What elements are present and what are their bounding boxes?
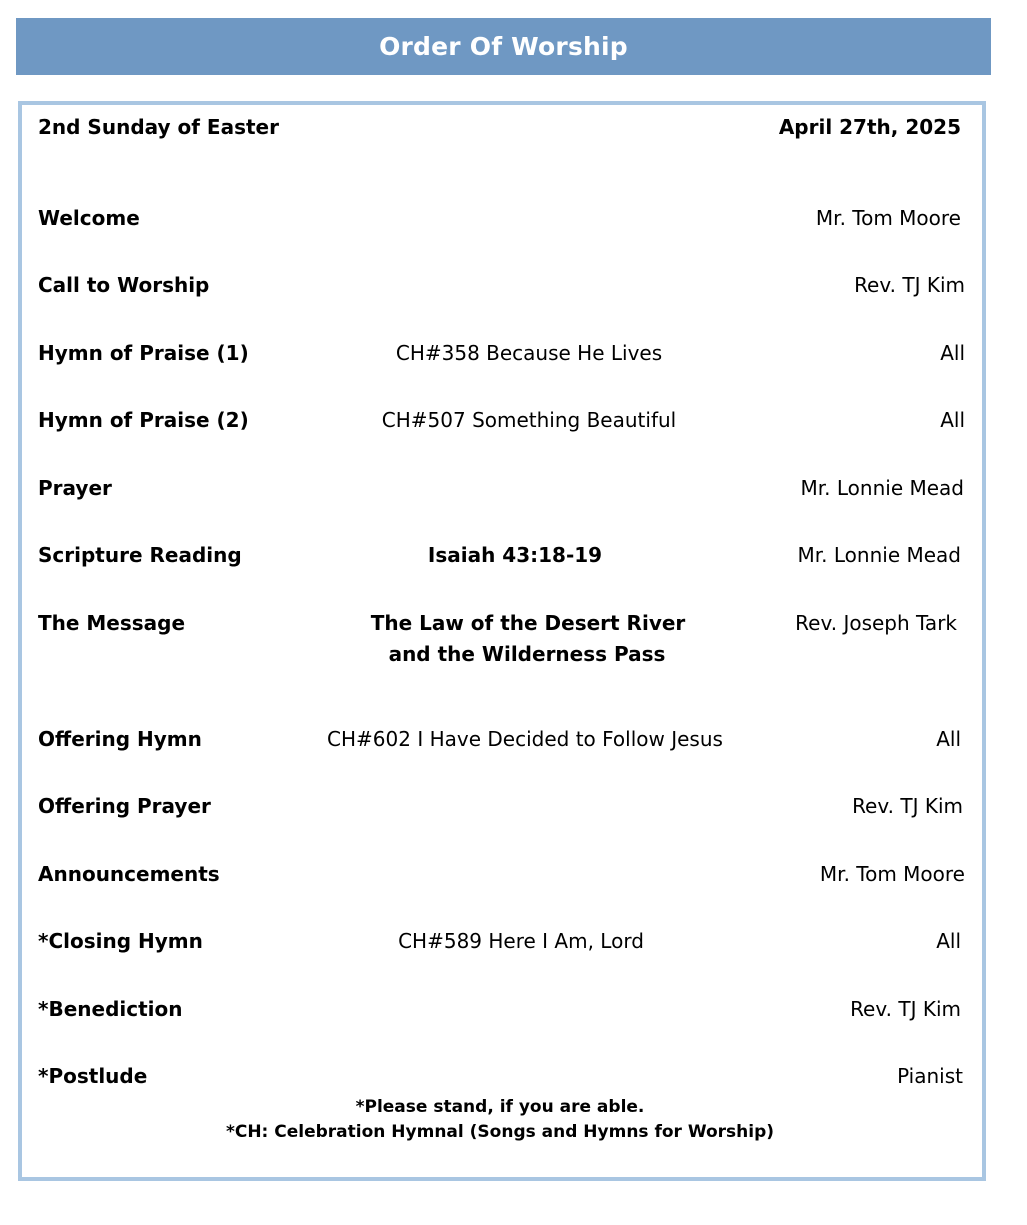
item-leader-scripture-reading: Mr. Lonnie Mead	[797, 543, 961, 567]
item-name-offering-prayer: Offering Prayer	[38, 794, 211, 818]
message-title-line-1: The Law of the Desert River	[370, 611, 686, 635]
service-occasion: 2nd Sunday of Easter	[38, 115, 279, 139]
item-name-the-message: The Message	[38, 611, 186, 635]
item-leader-hymn-of-praise-2: All	[940, 408, 965, 432]
footnote-stand: *Please stand, if you are able.	[355, 1097, 645, 1117]
item-leader-call-to-worship: Rev. TJ Kim	[854, 273, 965, 297]
service-date: April 27th, 2025	[778, 115, 961, 139]
item-name-welcome: Welcome	[38, 206, 140, 230]
item-detail-hymn-of-praise-2: CH#507 Something Beautiful	[381, 408, 677, 432]
footnote-hymnal: *CH: Celebration Hymnal (Songs and Hymns for Worship)	[225, 1122, 775, 1142]
item-leader-welcome: Mr. Tom Moore	[815, 206, 961, 230]
item-detail-scripture-reading: Isaiah 43:18-19	[427, 543, 603, 567]
item-name-postlude: *Postlude	[38, 1064, 148, 1088]
item-detail-closing-hymn: CH#589 Here I Am, Lord	[398, 929, 644, 953]
item-name-offering-hymn: Offering Hymn	[38, 727, 202, 751]
item-leader-announcements: Mr. Tom Moore	[819, 862, 965, 886]
item-name-hymn-of-praise-2: Hymn of Praise (2)	[38, 408, 249, 432]
page-title: Order Of Worship	[379, 32, 628, 61]
item-detail-hymn-of-praise-1: CH#358 Because He Lives	[395, 341, 663, 365]
item-leader-postlude: Pianist	[897, 1064, 963, 1088]
item-detail-offering-hymn: CH#602 I Have Decided to Follow Jesus	[327, 727, 723, 751]
item-name-hymn-of-praise-1: Hymn of Praise (1)	[38, 341, 249, 365]
item-leader-the-message: Rev. Joseph Tark	[795, 611, 957, 635]
item-leader-benediction: Rev. TJ Kim	[850, 997, 961, 1021]
item-name-benediction: *Benediction	[38, 997, 183, 1021]
item-name-scripture-reading: Scripture Reading	[38, 543, 242, 567]
item-leader-offering-hymn: All	[936, 727, 961, 751]
item-leader-closing-hymn: All	[936, 929, 961, 953]
item-leader-offering-prayer: Rev. TJ Kim	[852, 794, 963, 818]
item-name-prayer: Prayer	[38, 476, 112, 500]
header-bar	[16, 18, 991, 75]
item-name-closing-hymn: *Closing Hymn	[38, 929, 203, 953]
item-leader-prayer: Mr. Lonnie Mead	[800, 476, 964, 500]
item-name-announcements: Announcements	[38, 862, 220, 886]
message-title-line-2: and the Wilderness Pass	[388, 642, 666, 666]
item-leader-hymn-of-praise-1: All	[940, 341, 965, 365]
item-name-call-to-worship: Call to Worship	[38, 273, 210, 297]
